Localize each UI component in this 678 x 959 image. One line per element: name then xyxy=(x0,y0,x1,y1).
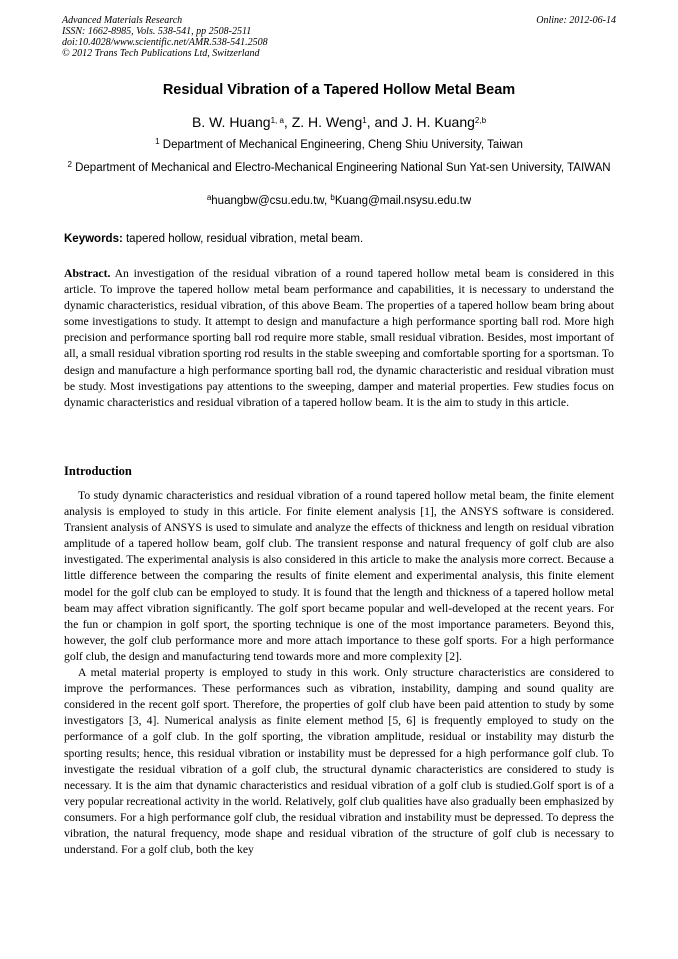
body-paragraph: A metal material property is employed to study in this work. Only structure characteristics are considered to improve the performances. These performances such as vibration, instability, damping and sound quality are considered in the recent golf sport. Therefore, the properties of golf club have been paid attention to study by some investigators [3, 4]. Numerical analysis as finite element method [5, 6] is frequently employed to study on the performance of a golf club. In the golf sporting, the vibration amplitude, residual or instability may disturb the sporting results; hence, this residual vibration or instability must be depressed for a high performance golf club. To investigate the residual vibration of a golf club, the structural dynamic characteristics are considered to study is necessary. It is the aim that dynamic characteristics and residual vibration of a golf club is studied.Golf sport is of a very popular recreational activity in the world. Relatively, golf club qualities have also gradually been emphasized by consumers. For a high performance golf club, the residual vibration and instability must be depressed. To depress the vibration, the natural frequency, mode shape and residual vibration of the structure of golf club is necessary to understand. For a golf club, both the key xyxy=(64,666,614,857)
author-sup: 1, a xyxy=(270,116,284,125)
copyright-line: © 2012 Trans Tech Publications Ltd, Switzerland xyxy=(62,48,260,59)
email-sup: a xyxy=(206,193,212,202)
affiliation-sup: 2 xyxy=(67,160,72,169)
online-date: Online: 2012-06-14 xyxy=(536,15,616,26)
affiliation-2 xyxy=(62,161,616,175)
keywords-label: Keywords: xyxy=(64,233,123,245)
author-sup: 1 xyxy=(362,116,367,125)
affiliation-text: Department of Mechanical Engineering, Cheng Shiu University, Taiwan xyxy=(162,139,523,151)
issn-line: ISSN: 1662-8985, Vols. 538-541, pp 2508-2511 xyxy=(62,26,252,37)
journal-name: Advanced Materials Research xyxy=(62,15,183,26)
author-name: J. H. Kuang xyxy=(401,114,475,130)
body-paragraph: To study dynamic characteristics and residual vibration of a round tapered hollow metal beam, the finite element analysis is employed to study in this article. For finite element analysis [1], the ANSYS software is considered. Transient analysis of ANSYS is used to simulate and analyze the effects of thickness and length on residual vibration amplitude of a tapered hollow beam, golf club. The transient response and natural frequency of golf club are also investigated. The experimental analysis is also considered in this article to make the analysis more correct. Because a little difference between the comparing the results of finite element and experimental analysis, this finite element model for the golf club can be employed to study. It is found that the length and thickness of a tapered hollow metal beam may affect vibration significantly. The golf sport became popular and well-developed at the recent years. For the fun or champion in golf sport, the sporting technique is one of the most importance parameters. Beyond this, however, the golf club performance more and more attach importance to these golf sports. For a high performance golf club, the design and manufacturing tend towards more and more complexity [2]. xyxy=(64,489,614,663)
author-name: B. W. Huang xyxy=(191,114,271,130)
email-list xyxy=(62,195,616,207)
affiliation-sup: 1 xyxy=(155,137,160,146)
doi-line: doi:10.4028/www.scientific.net/AMR.538-541.2508 xyxy=(62,37,268,48)
email-text: huangbw@csu.edu.tw, xyxy=(211,195,331,207)
affiliation-text: Department of Mechanical and Electro-Mechanical Engineering National Sun Yat-sen University, TAIWAN xyxy=(75,162,611,174)
author-sup: 2,b xyxy=(474,116,487,125)
keywords xyxy=(64,233,616,245)
author-name: Z. H. Weng xyxy=(291,114,363,130)
abstract-paragraph xyxy=(64,266,614,411)
abstract-text: An investigation of the residual vibration of a round tapered hollow metal beam is considered in this article. To improve the tapered hollow metal beam performance and capabilities, it is necessary to understand the dynamic characteristics, residual vibration, of this above Beam. The properties of a tapered hollow beam bring about some investigations to study. It attempt to design and manufacture a high performance sporting ball rod. More high precision and performance sporting ball rod require more stable, small residual vibration. Besides, most important of all, a small residual vibration sporting rod results in the stable sweeping and comfortable sporting for a sportsman. To design and manufacture a high performance sporting ball rod, the dynamic characteristic and residual vibration must be study. Most investigations pay attentions to the sweeping, damper and material properties. Few studies focus on dynamic characteristics and residual vibration of a tapered hollow beam. It is the aim to study in this article. xyxy=(64,267,614,409)
abstract xyxy=(64,266,614,411)
abstract-label: Abstract. xyxy=(64,267,111,280)
paper-title: Residual Vibration of a Tapered Hollow Metal Beam xyxy=(162,82,516,98)
author-sep: , xyxy=(283,114,292,130)
email-sup: b xyxy=(330,193,335,202)
journal-header xyxy=(62,15,616,59)
author-list xyxy=(62,114,616,130)
email-text: Kuang@mail.nsysu.edu.tw xyxy=(334,195,472,207)
author-sep: , and xyxy=(366,114,402,130)
section-heading: Introduction xyxy=(64,464,132,478)
keywords-text: tapered hollow, residual vibration, metal beam. xyxy=(122,233,364,245)
affiliation-1 xyxy=(62,138,616,152)
introduction-body xyxy=(64,488,614,858)
